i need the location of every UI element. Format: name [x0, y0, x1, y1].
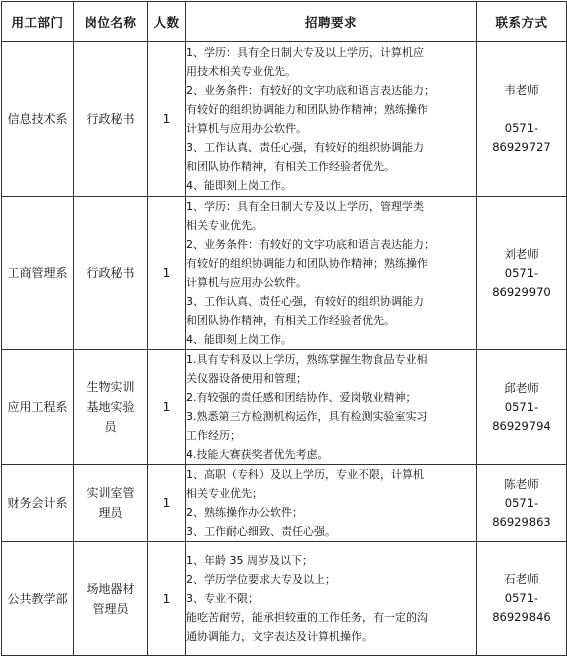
requirement-line: 和团队协作精神，有相关工作经验者优先。: [186, 314, 395, 327]
requirement-line: 3.熟悉第三方检测机构运作，具有检测实验室实习: [186, 410, 428, 423]
department-cell: 工商管理系: [2, 197, 74, 350]
contact-cell: [477, 542, 567, 656]
requirement-line: 能吃苦耐劳，能承担较重的工作任务，有一定的沟: [186, 611, 428, 624]
contact-phone: 0571-86929863: [492, 495, 551, 529]
requirement-line: 相关专业优先。: [186, 219, 263, 232]
requirement-line: 4、能即刻上岗工作。: [186, 333, 292, 346]
department-cell: 信息技术系: [2, 42, 74, 197]
requirement-line: 4、能即刻上岗工作。: [186, 179, 292, 192]
contact-name: 邱老师: [504, 380, 539, 395]
position-line: 行政秘书: [86, 266, 135, 280]
requirements-cell: [186, 542, 477, 656]
department-cell: 公共教学部: [2, 542, 74, 656]
contact-phone: 0571-86929794: [492, 399, 551, 433]
requirement-line: 3、专业不限；: [186, 592, 259, 605]
requirements-cell: [186, 42, 477, 197]
contact-cell: [477, 350, 567, 465]
contact-cell: [477, 42, 567, 197]
table-row: [2, 197, 567, 350]
contact-phone: 0571-86929970: [492, 265, 551, 299]
position-line: 理员: [98, 506, 123, 520]
table-row: [2, 465, 567, 542]
requirement-line: 相关专业优先；: [186, 487, 263, 500]
table-row: [2, 42, 567, 197]
requirements-cell: [186, 197, 477, 350]
count-cell: 1: [148, 42, 186, 197]
requirement-line: 1、高职（专科）及以上学历，专业不限，计算机: [186, 468, 424, 481]
position-cell: [74, 350, 148, 465]
position-cell: [74, 465, 148, 542]
header-department: 用工部门: [2, 2, 74, 42]
requirement-line: 有较好的组织协调能力和团队协作精神；熟练操作: [186, 103, 428, 116]
requirement-line: 用技术相关专业优先。: [186, 65, 296, 78]
header-requirements: 招聘要求: [186, 2, 477, 42]
requirement-line: 1、学历：具有全日制大专及以上学历，计算机应: [186, 46, 424, 59]
contact-name: 韦老师: [504, 83, 539, 97]
requirement-line: 3、工作认真、责任心强，有较好的组织协调能力: [186, 295, 424, 308]
department-cell: 应用工程系: [2, 350, 74, 465]
header-position: 岗位名称: [74, 2, 148, 42]
requirement-line: 3、工作耐心细致、责任心强。: [186, 525, 336, 538]
requirement-line: 1.具有专科及以上学历，熟练掌握生物食品专业相: [186, 353, 428, 366]
position-line: 行政秘书: [86, 112, 135, 126]
requirement-line: 计算机与应用办公软件。: [186, 122, 307, 135]
position-cell: [74, 42, 148, 197]
requirement-line: 关仪器设备使用和管理；: [186, 372, 307, 385]
requirement-line: 1、学历：具有全日制大专及以上学历，管理学类: [186, 200, 424, 213]
contact-phone: 0571-86929727: [492, 121, 551, 154]
position-line: 实训室管: [86, 486, 135, 500]
department-cell: 财务会计系: [2, 465, 74, 542]
position-line: 基地实验: [86, 400, 135, 414]
contact-cell: [477, 197, 567, 350]
requirement-line: 通协调能力，文字表达及计算机操作。: [186, 630, 373, 643]
requirement-line: 2、业务条件：有较好的文字功底和语言表达能力；: [186, 84, 435, 97]
requirement-line: 2、学历学位要求大专及以上；: [186, 573, 336, 586]
position-line: 员: [104, 420, 117, 434]
position-line: 场地器材: [86, 581, 135, 596]
position-cell: [74, 197, 148, 350]
requirement-line: 2、熟练操作办公软件；: [186, 506, 303, 519]
table-row: [2, 350, 567, 465]
requirement-line: 和团队协作精神，有相关工作经验者优先。: [186, 160, 395, 173]
requirement-line: 工作经历；: [186, 429, 241, 442]
contact-name: 石老师: [504, 572, 539, 586]
contact-name: 刘老师: [504, 246, 539, 261]
contact-name: 陈老师: [504, 476, 539, 491]
contact-spacer: [477, 100, 566, 119]
contact-phone: 0571-86929846: [492, 591, 551, 624]
requirement-line: 1、年龄 35 周岁及以下；: [186, 554, 313, 567]
position-line: 生物实训: [86, 380, 135, 394]
count-cell: 1: [148, 197, 186, 350]
position-line: 管理员: [92, 601, 129, 616]
requirement-line: 2、业务条件：有较好的文字功底和语言表达能力；: [186, 238, 435, 251]
count-cell: 1: [148, 542, 186, 656]
count-cell: 1: [148, 350, 186, 465]
position-cell: [74, 542, 148, 656]
requirement-line: 4.技能大赛获奖者优先考虑。: [186, 448, 329, 461]
requirement-line: 有较好的组织协调能力和团队协作精神；熟练操作: [186, 257, 428, 270]
requirements-cell: [186, 350, 477, 465]
requirements-cell: [186, 465, 477, 542]
count-cell: 1: [148, 465, 186, 542]
header-count: 人数: [148, 2, 186, 42]
requirement-line: 3、工作认真、责任心强，有较好的组织协调能力: [186, 141, 424, 154]
requirement-line: 2.有较强的责任感和团结协作、爱岗敬业精神；: [186, 391, 417, 404]
contact-cell: [477, 465, 567, 542]
requirement-line: 计算机与应用办公软件。: [186, 276, 307, 289]
recruitment-table: [1, 1, 567, 656]
header-row: [2, 2, 567, 42]
table-row: [2, 542, 567, 656]
header-contact: 联系方式: [477, 2, 567, 42]
